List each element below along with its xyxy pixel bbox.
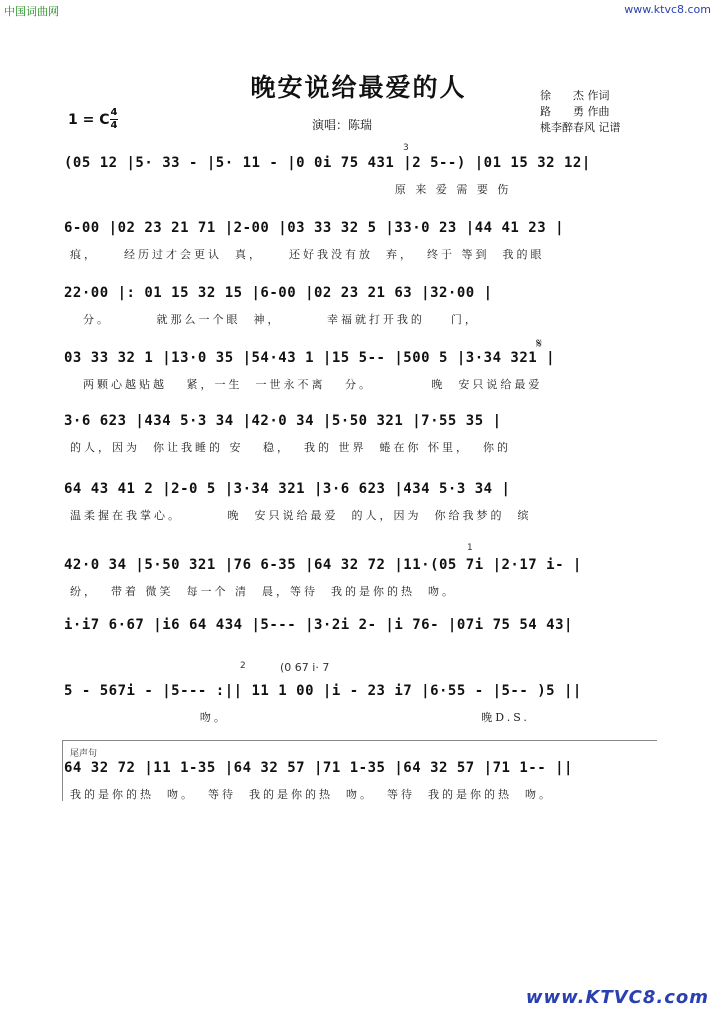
notation-line: 64 32 72 |11 1-35 |64 32 57 |71 1-35 |64 32 57 |71 1-- || bbox=[64, 760, 573, 776]
lyric-line: 分。 就那么一个眼 神， 幸福就打开我的 门， bbox=[70, 313, 479, 326]
score-system-1 bbox=[0, 143, 717, 217]
repeat-alt-notes: (0 67 i· 7 bbox=[280, 661, 330, 674]
watermark-bottom-right: www.KTVC8.com bbox=[525, 987, 709, 1008]
lyric-line: 吻。 晚D.S. bbox=[70, 711, 530, 724]
score-system-2 bbox=[0, 220, 717, 282]
score-system-9 bbox=[0, 661, 717, 745]
lyric-line: 的人，因为 你让我睡的 安 稳， 我的 世界 蜷在你 怀里， 你的 bbox=[70, 441, 511, 454]
triplet-mark: 3 bbox=[403, 143, 409, 153]
key-signature: 1 = C bbox=[68, 112, 110, 128]
meter-top: 4 bbox=[110, 107, 118, 118]
lyric-line: 我的是你的热 吻。 等待 我的是你的热 吻。 等待 我的是你的热 吻。 bbox=[70, 788, 553, 801]
lyric-line: 两颗心越贴越 紧，一生 一世永不离 分。 晚 安只说给最爱 bbox=[70, 378, 543, 391]
notation-line: 3·6 623 |434 5·3 34 |42·0 34 |5·50 321 |7·55 35 | bbox=[64, 413, 502, 429]
watermark-top-left: 中国词曲网 bbox=[4, 5, 59, 18]
song-title: 晚安说给最爱的人 bbox=[250, 73, 467, 102]
volta-2-mark: 2 bbox=[240, 661, 246, 671]
singer-credit: 演唱：陈瑞 bbox=[312, 118, 373, 132]
lyric-line: 温柔握在我掌心。 晚 安只说给最爱 的人，因为 你给我梦的 缤 bbox=[70, 509, 532, 522]
time-signature bbox=[110, 108, 118, 131]
lyricist-credit: 徐 杰 作词 bbox=[540, 89, 610, 102]
composer-credit: 路 勇 作曲 bbox=[540, 105, 610, 118]
notation-line: 5 - 567i - |5--- :|| 11 1 00 |i - 23 i7 |6·55 - |5-- )5 || bbox=[64, 683, 582, 699]
notation-line: 03 33 32 1 |13·0 35 |54·43 1 |15 5-- |500 5 |3·34 321 | bbox=[64, 350, 556, 366]
transcriber-credit: 桃李醉春风 记谱 bbox=[540, 121, 621, 134]
credits bbox=[540, 88, 621, 136]
score-system-7 bbox=[0, 543, 717, 619]
volta-1-mark: 1 bbox=[467, 543, 473, 553]
score-system-8 bbox=[0, 617, 717, 679]
score-system-6 bbox=[0, 481, 717, 543]
notation-line: 6-00 |02 23 21 71 |2-00 |03 33 32 5 |33·0 23 |44 41 23 | bbox=[64, 220, 565, 236]
ending-label: 尾声句 bbox=[70, 749, 98, 759]
lyric-line: 纷， 带着 微笑 每一个 清 晨，等待 我的是你的热 吻。 bbox=[70, 585, 456, 598]
notation-line: 64 43 41 2 |2-0 5 |3·34 321 |3·6 623 |434 5·3 34 | bbox=[64, 481, 511, 497]
score-system-10 bbox=[0, 749, 717, 822]
notation-line: 42·0 34 |5·50 321 |76 6-35 |64 32 72 |11·(05 7i |2·17 i- | bbox=[64, 557, 582, 573]
segno-mark: 𝄋 bbox=[536, 336, 543, 352]
notation-line: (05 12 |5· 33 - |5· 11 - |0 0i 75 431 |2 5--) |01 15 32 12| bbox=[64, 155, 591, 171]
lyric-line: 痕， 经历过才会更认 真， 还好我没有放 弃， 终于 等到 我的眼 bbox=[70, 248, 545, 261]
score-system-5 bbox=[0, 413, 717, 475]
notation-line: i·i7 6·67 |i6 64 434 |5--- |3·2i 2- |i 76- |07i 75 54 43| bbox=[64, 617, 573, 633]
score-system-4 bbox=[0, 336, 717, 412]
notation-line: 22·00 |: 01 15 32 15 |6-00 |02 23 21 63 |32·00 | bbox=[64, 285, 493, 301]
watermark-top-right: www.ktvc8.com bbox=[624, 3, 711, 16]
lyric-line: 原 来 爱 需 要 伤 bbox=[70, 183, 512, 196]
score-system-3 bbox=[0, 285, 717, 347]
meter-bottom: 4 bbox=[110, 120, 118, 131]
